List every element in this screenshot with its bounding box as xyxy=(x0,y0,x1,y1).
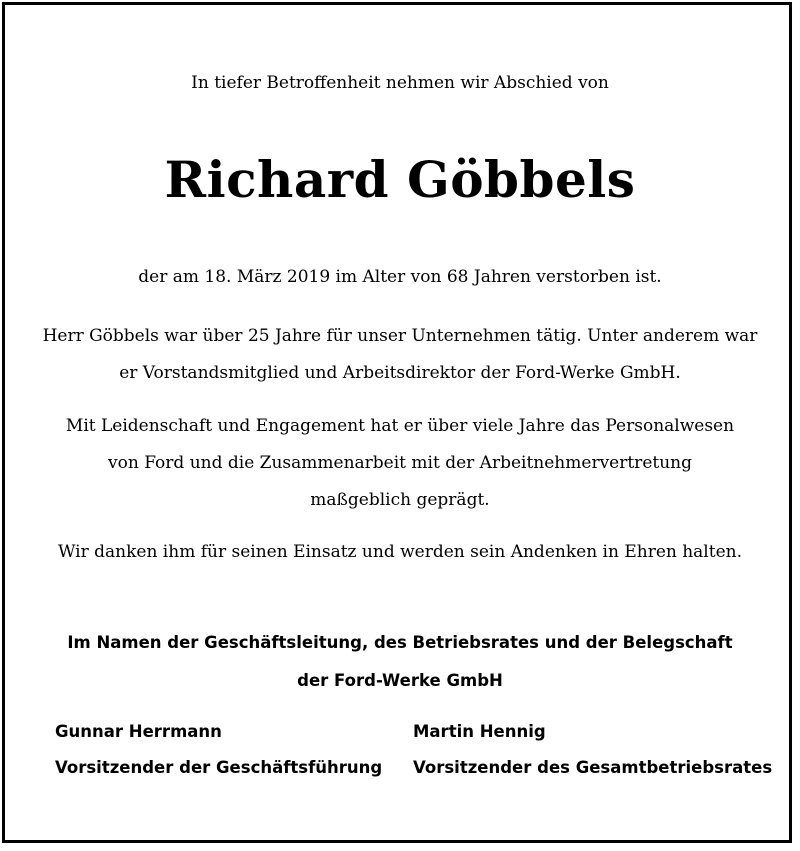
intro-line: In tiefer Betroffenheit nehmen wir Abschied von xyxy=(191,73,609,93)
deceased-name: Richard Göbbels xyxy=(164,150,636,209)
paragraph-line: der am 18. März 2019 im Alter von 68 Jahren verstorben ist. xyxy=(138,267,662,287)
signatory-name: Gunnar Herrmann xyxy=(55,722,222,741)
paragraph-line: Mit Leidenschaft und Engagement hat er über viele Jahre das Personalwesen xyxy=(65,416,735,436)
paragraph-line: er Vorstandsmitglied und Arbeitsdirektor der Ford-Werke GmbH. xyxy=(119,363,681,383)
sponsor-line: der Ford-Werke GmbH xyxy=(297,671,503,690)
paragraph-career xyxy=(0,318,800,392)
paragraph-line: von Ford und die Zusammenarbeit mit der Arbeitnehmervertretung xyxy=(108,453,692,473)
signatory-name: Martin Hennig xyxy=(413,722,546,741)
sponsor-line: Im Namen der Geschäftsleitung, des Betriebsrates und der Belegschaft xyxy=(67,633,733,652)
paragraph-legacy xyxy=(0,408,800,519)
signatory-title: Vorsitzender des Gesamtbetriebsrates xyxy=(413,758,773,777)
signatory-right xyxy=(413,714,772,786)
paragraph-line: Herr Göbbels war über 25 Jahre für unser Unternehmen tätig. Unter anderem war xyxy=(42,326,758,346)
paragraph-line: Wir danken ihm für seinen Einsatz und werden sein Andenken in Ehren halten. xyxy=(57,542,742,562)
paragraph-thanks xyxy=(0,541,800,563)
paragraph-death-date xyxy=(0,266,800,288)
sponsor-block xyxy=(0,624,800,700)
signatory-title: Vorsitzender der Geschäftsführung xyxy=(55,758,383,777)
signatory-left xyxy=(55,714,382,786)
paragraph-line: maßgeblich geprägt. xyxy=(310,490,490,510)
